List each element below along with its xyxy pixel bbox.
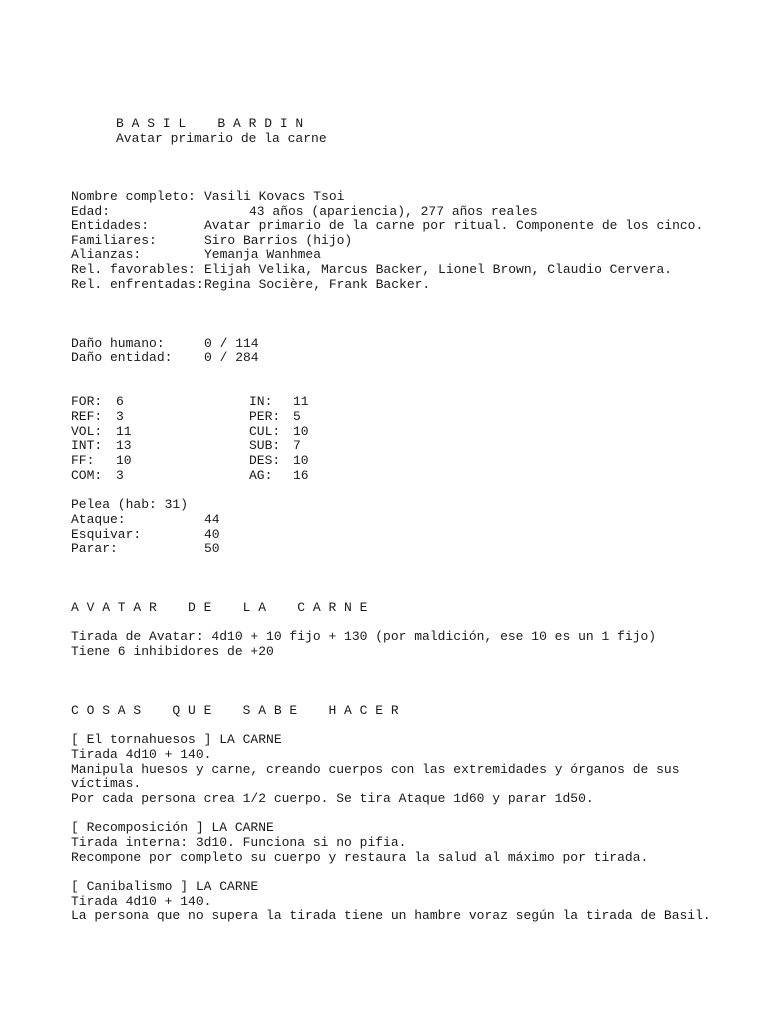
combat-label: Ataque: — [71, 512, 126, 527]
profile-label: Nombre completo: — [71, 189, 196, 204]
stat-label: SUB: — [249, 438, 281, 453]
profile-value: 43 años (apariencia), 277 años reales — [249, 204, 538, 219]
stat-value: 7 — [293, 438, 301, 453]
avatar-line: Tirada de Avatar: 4d10 + 10 fijo + 130 (por maldición, ese 10 es un 1 fijo) — [71, 629, 657, 644]
profile-label: Entidades: — [71, 218, 150, 233]
combat-title: Pelea (hab: 31) — [71, 497, 189, 512]
stat-value: 11 — [116, 424, 132, 439]
stat-label: IN: — [249, 394, 273, 409]
character-name: B A S I L B A R D I N — [116, 116, 304, 131]
stat-label: INT: — [71, 438, 103, 453]
section-heading: C O S A S Q U E S A B E H A C E R — [71, 703, 399, 718]
skill-line: La persona que no supera la tirada tiene un hambre voraz según la tirada de Basil. — [71, 908, 711, 923]
combat-value: 50 — [204, 541, 220, 556]
profile-value: Vasili Kovacs Tsoi — [204, 189, 345, 204]
skill-line: Tirada 4d10 + 140. — [71, 894, 212, 909]
profile-label: Rel. enfrentadas: — [71, 277, 204, 292]
damage-value: 0 / 114 — [204, 336, 259, 351]
character-subtitle: Avatar primario de la carne — [116, 131, 327, 146]
stat-value: 3 — [116, 409, 124, 424]
stat-label: VOL: — [71, 424, 103, 439]
stat-value: 10 — [116, 453, 132, 468]
stat-value: 3 — [116, 468, 124, 483]
skill-line: Tirada interna: 3d10. Funciona si no pifia. — [71, 835, 407, 850]
skill-line: Por cada persona crea 1/2 cuerpo. Se tira Ataque 1d60 y parar 1d50. — [71, 791, 594, 806]
stat-label: COM: — [71, 468, 103, 483]
stat-value: 16 — [293, 468, 309, 483]
profile-value: Regina Socière, Frank Backer. — [204, 277, 431, 292]
stat-value: 13 — [116, 438, 132, 453]
stat-value: 10 — [293, 453, 309, 468]
damage-label: Daño humano: — [71, 336, 165, 351]
stat-value: 11 — [293, 394, 309, 409]
combat-label: Esquivar: — [71, 527, 142, 542]
skill-title: [ El tornahuesos ] LA CARNE — [71, 732, 282, 747]
stat-value: 10 — [293, 424, 309, 439]
combat-value: 40 — [204, 527, 220, 542]
profile-value: Siro Barrios (hijo) — [204, 233, 353, 248]
stat-value: 5 — [293, 409, 301, 424]
stat-label: PER: — [249, 409, 281, 424]
damage-label: Daño entidad: — [71, 350, 173, 365]
profile-label: Alianzas: — [71, 247, 142, 262]
section-heading: A V A T A R D E L A C A R N E — [71, 600, 368, 615]
combat-label: Parar: — [71, 541, 118, 556]
profile-label: Rel. favorables: — [71, 262, 196, 277]
skill-line: Tirada 4d10 + 140. — [71, 747, 212, 762]
profile-value: Yemanja Wanhmea — [204, 247, 322, 262]
skill-line: Manipula huesos y carne, creando cuerpos con las extremidades y órganos de sus — [71, 762, 680, 777]
stat-label: CUL: — [249, 424, 281, 439]
skill-line: víctimas. — [71, 776, 142, 791]
profile-value: Avatar primario de la carne por ritual. Componente de los cinco. — [204, 218, 704, 233]
profile-label: Edad: — [71, 204, 111, 219]
stat-label: REF: — [71, 409, 103, 424]
skill-title: [ Recomposición ] LA CARNE — [71, 820, 274, 835]
profile-value: Elijah Velika, Marcus Backer, Lionel Brown, Claudio Cervera. — [204, 262, 673, 277]
stat-label: FF: — [71, 453, 95, 468]
avatar-line: Tiene 6 inhibidores de +20 — [71, 644, 274, 659]
stat-value: 6 — [116, 394, 124, 409]
damage-value: 0 / 284 — [204, 350, 259, 365]
stat-label: AG: — [249, 468, 273, 483]
skill-line: Recompone por completo su cuerpo y restaura la salud al máximo por tirada. — [71, 850, 649, 865]
profile-label: Familiares: — [71, 233, 157, 248]
stat-label: DES: — [249, 453, 281, 468]
combat-value: 44 — [204, 512, 220, 527]
stat-label: FOR: — [71, 394, 103, 409]
skill-title: [ Canibalismo ] LA CARNE — [71, 879, 259, 894]
